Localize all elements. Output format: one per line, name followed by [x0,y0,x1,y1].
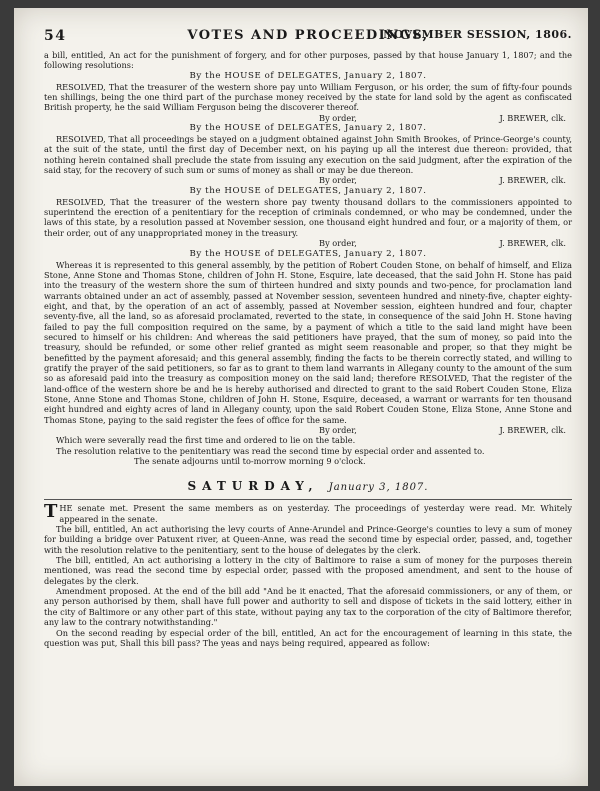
by-order: By order, [319,112,357,123]
by-order: By order, [319,425,357,435]
paragraph [44,503,572,524]
journal-title: VOTES AND PROCEEDINGS, [187,28,429,43]
resolution: RESOLVED, That all proceedings be stayed on a judgment obtained against John Smith Brookes, of Prince-George's county, at the suit of the state, until the first day of December next, on his paying up all the interest due thereon: provided, that nothing herein contained shall preclude the state from issuing any execution on the said judgment, after the expiration of the said stay, for the recovery of such sum or sums of money as shall or may be due thereon. [44,134,572,176]
resolution: RESOLVED, That the treasurer of the western shore pay unto William Ferguson, or his order, the sum of fifty-four pounds ten shillings, being the one third part of the purchase money received by the state for land sold by the agent as confiscated British property, he the said William Ferguson being the discoverer thereof. [44,81,572,113]
clerk-name: J. BREWER, clk. [499,425,566,435]
signature-line [44,113,572,123]
drop-cap: T [44,501,58,523]
document-page [14,8,588,786]
by-order: By order, [319,238,357,249]
paragraph: On the second reading by especial order of the bill, entitled, An act for the encouragement of learning in this state, the question was put, Shall this bill pass? The yeas and nays being required, appeared as follow: [44,627,572,648]
resolution: RESOLVED, That the treasurer of the western shore pay twenty thousand dollars to the commissioners appointed to superintend the erection of a penitentiary for the reception of criminals condemned, or who may be condemned, under the laws of this state, by a resolution passed at November session, one thousand eight hundred and four, or a majority of them, or their order, out of any unappropriated money in the treasury. [44,196,572,238]
clerk-name: J. BREWER, clk. [499,238,566,249]
paragraph: The bill, entitled, An act authorising the levy courts of Anne-Arundel and Prince-George's counties to levy a sum of money for building a bridge over Patuxent river, at Queen-Anne, was read the second time by especial order, passed, and, together with the resolution relative to the penitentiary, sent to the house of delegates by the clerk. [44,524,572,555]
paragraph: a bill, entitled, An act for the punishment of forgery, and for other purposes, passed by that house January 1, 1807; and the following resolutions: [44,50,572,71]
running-header [44,28,572,50]
signature-line [44,238,572,248]
paragraph: The bill, entitled, An act authorising a lottery in the city of Baltimore to raise a sum of money for the purposes therein mentioned, was read the second time by especial order, passed with the proposed amendment, and sent to the house of delegates by the clerk. [44,555,572,586]
house-heading: By the HOUSE of DELEGATES, January 2, 1807. [189,70,427,81]
house-heading: By the HOUSE of DELEGATES, January 2, 1807. [189,248,427,259]
clerk-name: J. BREWER, clk. [499,175,566,186]
day-heading [44,478,572,496]
signature-line [44,175,572,185]
day-name: SATURDAY, [187,479,319,494]
day-date: January 3, 1807. [328,482,429,494]
by-order: By order, [319,175,357,186]
divider [44,499,572,500]
page-content [44,28,572,648]
house-heading: By the HOUSE of DELEGATES, January 2, 1807. [189,185,427,196]
signature-line [44,425,572,435]
paragraph: Which were severally read the first time and ordered to lie on the table. [56,435,356,446]
paragraph: Amendment proposed. At the end of the bill add "And be it enacted, That the aforesaid commissioners, or any of them, or any person authorised by them, shall have full power and authority to sell and dispose of tickets in the said lottery, either in the city of Baltimore or any other part of this state, without paying any tax to the corporation of the city of Baltimore therefor, any law to the contrary notwithstanding." [44,586,572,628]
paragraph: The senate adjourns until to-morrow morning 9 o'clock. [134,456,366,467]
paragraph: The resolution relative to the penitentiary was read the second time by especial order and assented to. [56,445,485,456]
clerk-name: J. BREWER, clk. [499,112,566,123]
session-label: NOVEMBER SESSION, 1806. [383,28,572,41]
page-number: 54 [44,28,67,44]
paragraph-text: HE senate met. Present the same members as on yesterday. The proceedings of yesterday were read. Mr. Whitely appeared in the senate. [59,503,572,524]
house-heading: By the HOUSE of DELEGATES, January 2, 1807. [189,123,427,134]
resolution: Whereas it is represented to this general assembly, by the petition of Robert Couden Stone, on behalf of himself, and Eliza Stone, Anne Stone and Thomas Stone, children of John H. Stone, Esquire, late deceased, that the said John H. Stone has paid into the treasury of the western shore the sum of thirteen hundred and sixty pounds and two-pence, for proclamation land warrants obtained under an act of assembly, passed at November session, seventeen hundred and ninety-five, chapter eighty-eight, and that, by the operation of an act of assembly, passed at November session, eighteen hundred and four, chapter seventy-five, all the land, so as aforesaid proclamated, reverted to the state, in consequence of the said John H. Stone having failed to pay the full composition required on the same, by a payment of which a title to the said land might have been secured to himself or his children: And whereas the said petitioners have prayed, that the sum of money, so paid into the treasury, should be refunded, or some other relief granted as might seem reasonable and proper, so that they might be benefitted by the payment aforesaid; and this general assembly, finding the facts to be therein correctly stated, and willing to gratify the prayer of the said petitioners, so far as to grant to them land warrants in Allegany county to the amount of the sum so as aforesaid paid into the treasury as composition money on the said land; therefore RESOLVED, That the register of the land-office of the western shore be and he is hereby authorised and directed to grant to the said Robert Couden Stone, Eliza Stone, Anne Stone and Thomas Stone, children of John H. Stone, Esquire, deceased, a warrant or warrants for ten thousand eight hundred and eighty acres of land in Allegany county, upon the said Robert Couden Stone, Eliza Stone, Anne Stone and Thomas Stone, paying to the said register the fees of office for the same. [44,259,572,425]
